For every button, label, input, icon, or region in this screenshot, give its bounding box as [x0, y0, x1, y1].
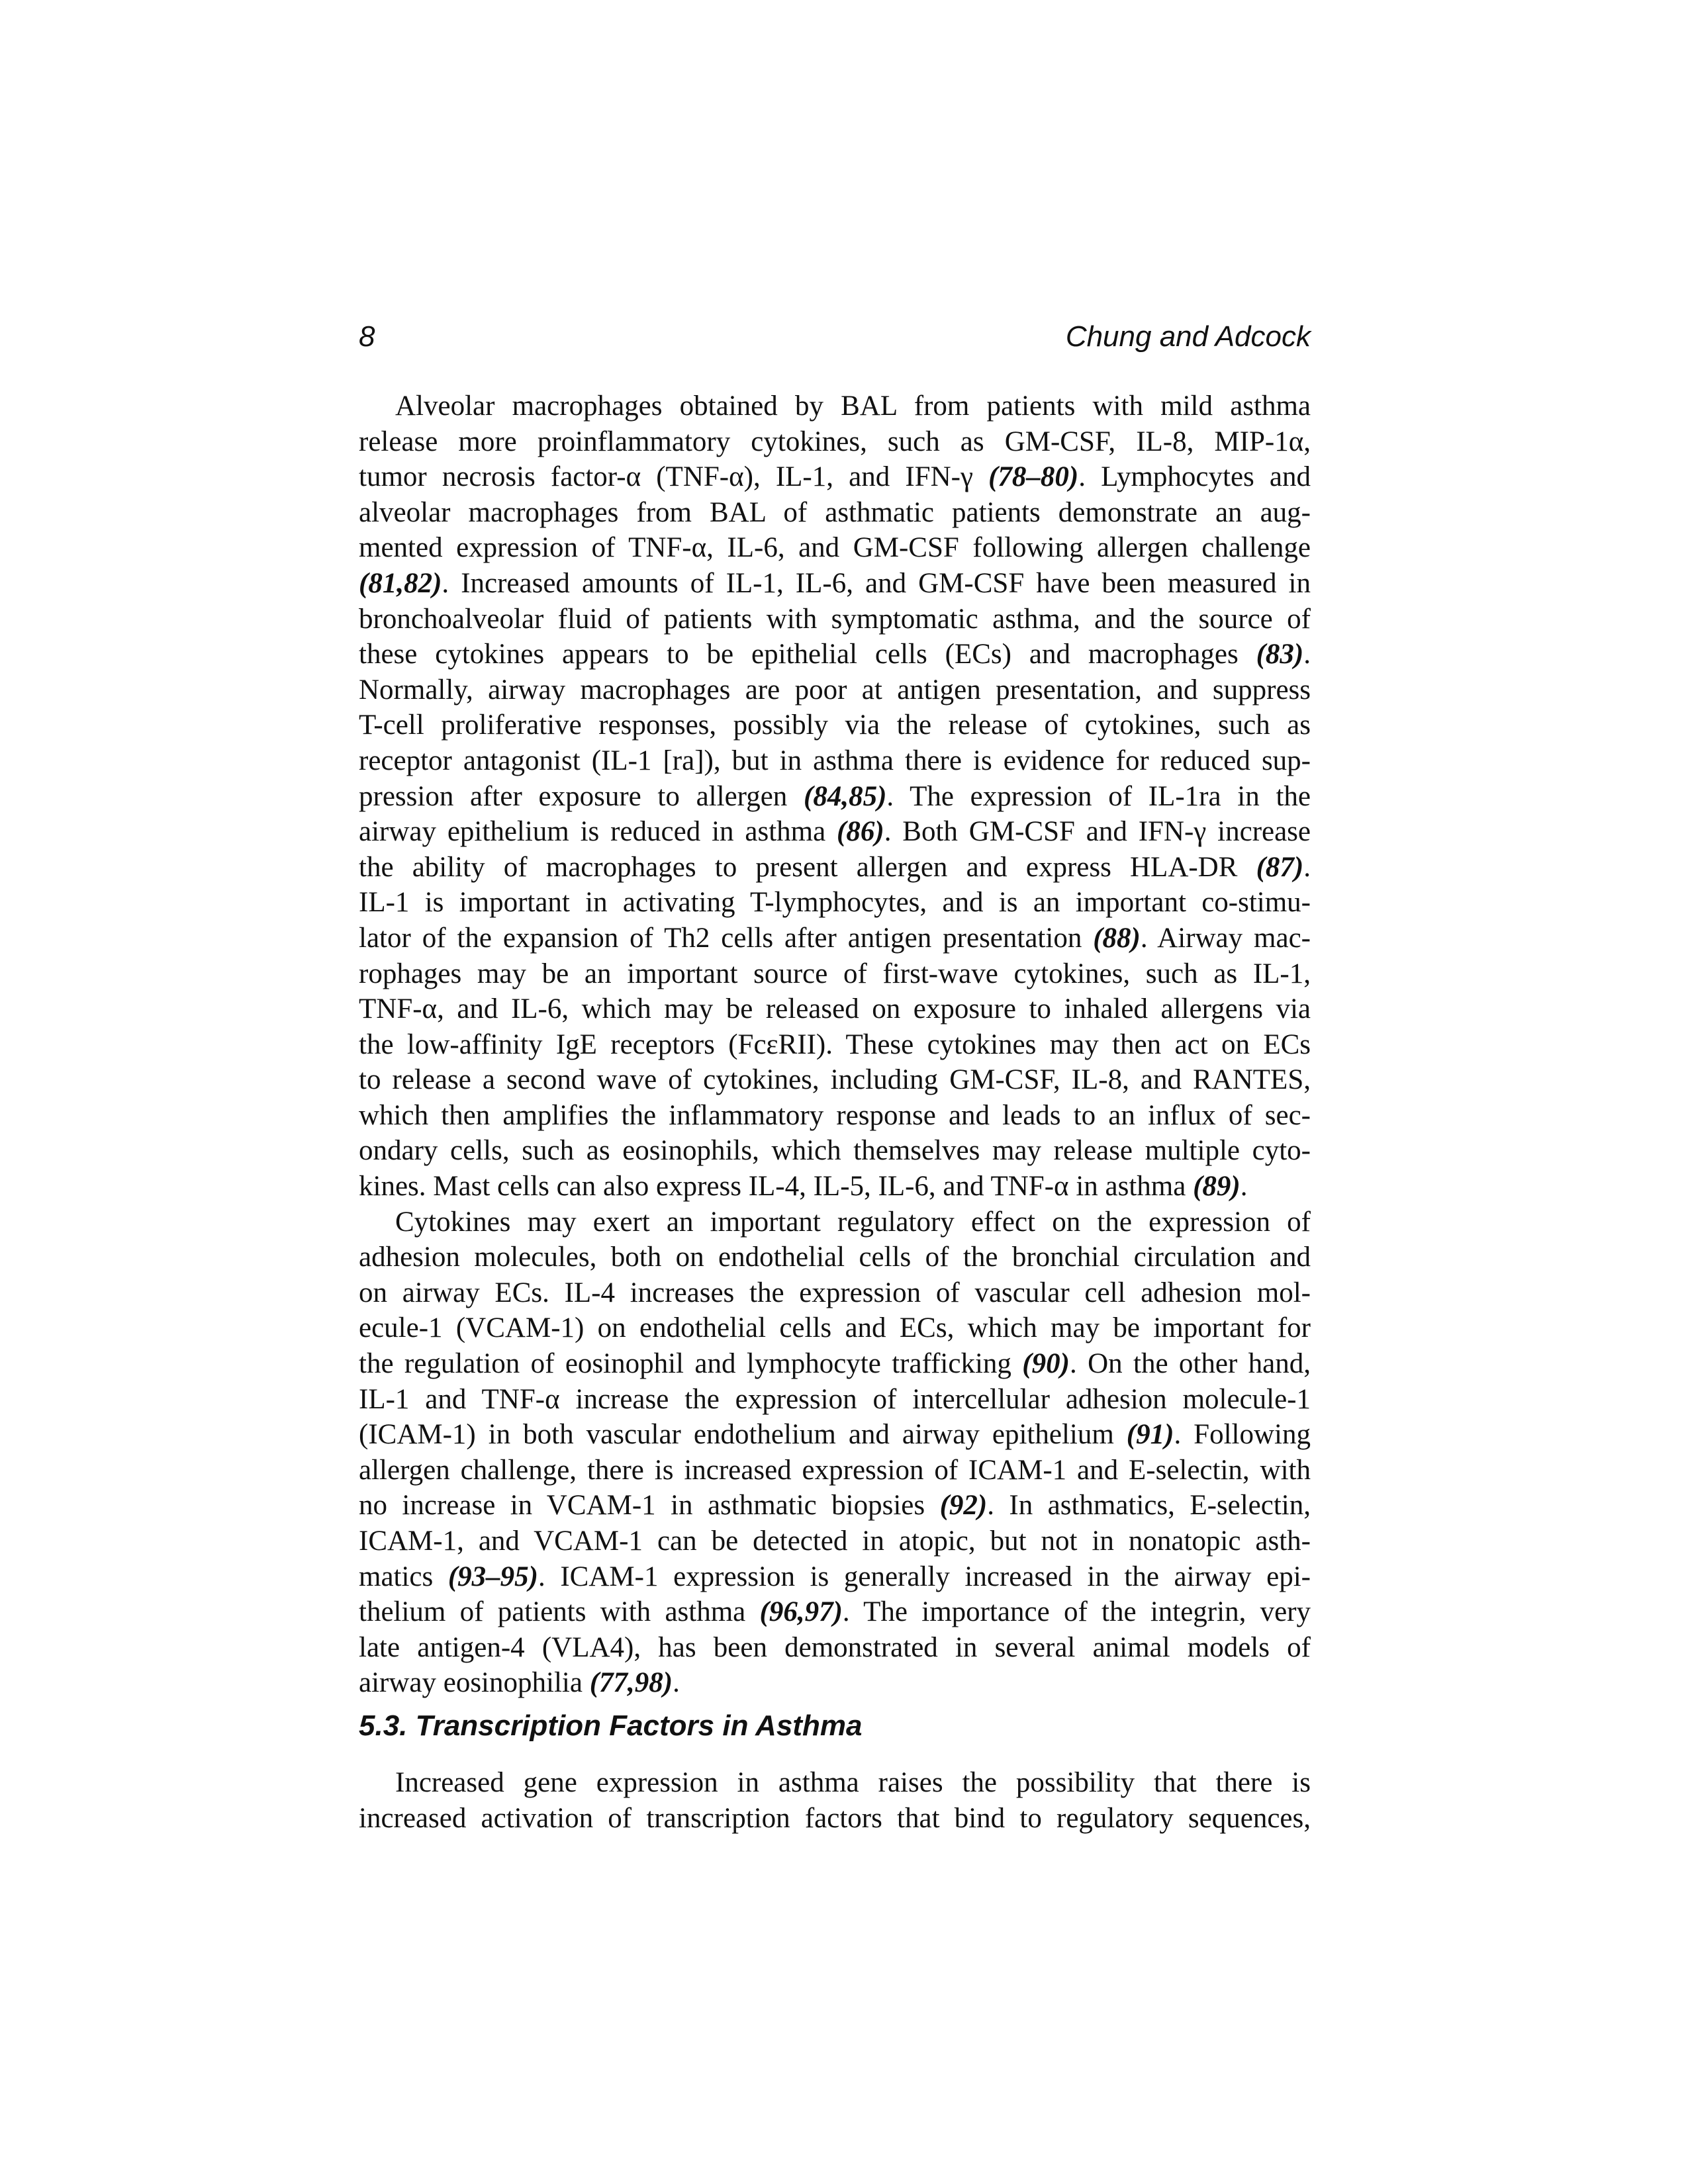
- citation-reference: (89): [1193, 1171, 1241, 1203]
- citation-reference: (92): [939, 1490, 988, 1522]
- text-line: (81,82). Increased amounts of IL-1, IL-6, and GM-CSF have been measured in: [359, 567, 1311, 599]
- text-line: tumor necrosis factor-α (TNF-α), IL-1, and IFN-γ (78–80). Lymphocytes and: [359, 461, 1311, 493]
- text-line: Alveolar macrophages obtained by BAL from patients with mild asthma: [395, 390, 1311, 422]
- paragraph-transcription-factors: [359, 1765, 1311, 1836]
- text-line: increased activation of transcription factors that bind to regulatory sequences,: [359, 1802, 1311, 1834]
- text-line: lator of the expansion of Th2 cells after antigen presentation (88). Airway mac-: [359, 922, 1311, 954]
- text-line: late antigen-4 (VLA4), has been demonstrated in several animal models of: [359, 1631, 1311, 1663]
- text-line: bronchoalveolar fluid of patients with symptomatic asthma, and the source of: [359, 603, 1311, 635]
- page-number: 8: [359, 320, 375, 353]
- citation-reference: (96,97): [759, 1596, 843, 1628]
- text-line: Normally, airway macrophages are poor at antigen presentation, and suppress: [359, 674, 1311, 705]
- paragraph-alveolar-macrophages: [359, 388, 1311, 1205]
- text-line: TNF-α, and IL-6, which may be released on exposure to inhaled allergens via: [359, 993, 1311, 1025]
- text-line: allergen challenge, there is increased expression of ICAM-1 and E-selectin, with: [359, 1454, 1311, 1486]
- text-line: airway epithelium is reduced in asthma (86). Both GM-CSF and IFN-γ increase: [359, 816, 1311, 848]
- citation-reference: (83): [1256, 639, 1304, 670]
- text-line: the regulation of eosinophil and lymphocyte trafficking (90). On the other hand,: [359, 1348, 1311, 1380]
- text-line: the ability of macrophages to present allergen and express HLA-DR (87).: [359, 851, 1311, 883]
- text-line: airway eosinophilia (77,98).: [359, 1667, 680, 1699]
- citation-reference: (81,82): [359, 567, 442, 599]
- text-line: mented expression of TNF-α, IL-6, and GM-CSF following allergen challenge: [359, 532, 1311, 564]
- main-body-text: [359, 388, 1311, 1701]
- citation-reference: (84,85): [804, 780, 887, 812]
- text-line: kines. Mast cells can also express IL-4, IL-5, IL-6, and TNF-α in asthma (89).: [359, 1171, 1248, 1203]
- text-line: ICAM-1, and VCAM-1 can be detected in atopic, but not in nonatopic asth-: [359, 1525, 1311, 1557]
- paragraph-cytokines-adhesion: [359, 1205, 1311, 1701]
- text-line: T-cell proliferative responses, possibly via the release of cytokines, such as: [359, 709, 1311, 741]
- citation-reference: (90): [1022, 1348, 1070, 1380]
- citation-reference: (88): [1093, 922, 1141, 954]
- text-line: rophages may be an important source of first-wave cytokines, such as IL-1,: [359, 958, 1311, 989]
- text-line: alveolar macrophages from BAL of asthmatic patients demonstrate an aug-: [359, 496, 1311, 528]
- citation-reference: (93–95): [447, 1561, 538, 1592]
- text-line: release more proinflammatory cytokines, such as GM-CSF, IL-8, MIP-1α,: [359, 426, 1311, 457]
- text-line: to release a second wave of cytokines, including GM-CSF, IL-8, and RANTES,: [359, 1064, 1311, 1096]
- citation-reference: (86): [837, 816, 884, 848]
- text-line: the low-affinity IgE receptors (FcεRII). These cytokines may then act on ECs: [359, 1028, 1311, 1060]
- text-line: receptor antagonist (IL-1 [ra]), but in asthma there is evidence for reduced sup-: [359, 745, 1311, 776]
- running-title: Chung and Adcock: [1065, 320, 1311, 353]
- citation-reference: (87): [1256, 851, 1304, 883]
- text-line: ondary cells, such as eosinophils, which themselves may release multiple cyto-: [359, 1135, 1311, 1167]
- text-line: IL-1 and TNF-α increase the expression of intercellular adhesion molecule-1: [359, 1383, 1311, 1415]
- running-head: [359, 320, 1311, 360]
- text-line: adhesion molecules, both on endothelial cells of the bronchial circulation and: [359, 1242, 1311, 1273]
- text-line: thelium of patients with asthma (96,97). The importance of the integrin, very: [359, 1596, 1311, 1628]
- text-line: which then amplifies the inflammatory response and leads to an influx of sec-: [359, 1099, 1311, 1131]
- text-line: pression after exposure to allergen (84,85). The expression of IL-1ra in the: [359, 780, 1311, 812]
- citation-reference: (91): [1126, 1419, 1174, 1451]
- text-line: matics (93–95). ICAM-1 expression is generally increased in the airway epi-: [359, 1561, 1311, 1592]
- text-line: (ICAM-1) in both vascular endothelium and airway epithelium (91). Following: [359, 1419, 1311, 1451]
- text-line: ecule-1 (VCAM-1) on endothelial cells and ECs, which may be important for: [359, 1312, 1311, 1344]
- text-line: these cytokines appears to be epithelial cells (ECs) and macrophages (83).: [359, 639, 1311, 670]
- text-line: Increased gene expression in asthma raises the possibility that there is: [395, 1767, 1311, 1798]
- citation-reference: (77,98): [589, 1667, 673, 1699]
- text-line: IL-1 is important in activating T-lymphocytes, and is an important co-stimu-: [359, 887, 1311, 919]
- text-line: on airway ECs. IL-4 increases the expression of vascular cell adhesion mol-: [359, 1277, 1311, 1308]
- section-heading: 5.3. Transcription Factors in Asthma: [359, 1709, 863, 1742]
- citation-reference: (78–80): [988, 461, 1079, 493]
- text-line: no increase in VCAM-1 in asthmatic biopsies (92). In asthmatics, E-selectin,: [359, 1490, 1311, 1522]
- text-line: Cytokines may exert an important regulatory effect on the expression of: [395, 1206, 1311, 1238]
